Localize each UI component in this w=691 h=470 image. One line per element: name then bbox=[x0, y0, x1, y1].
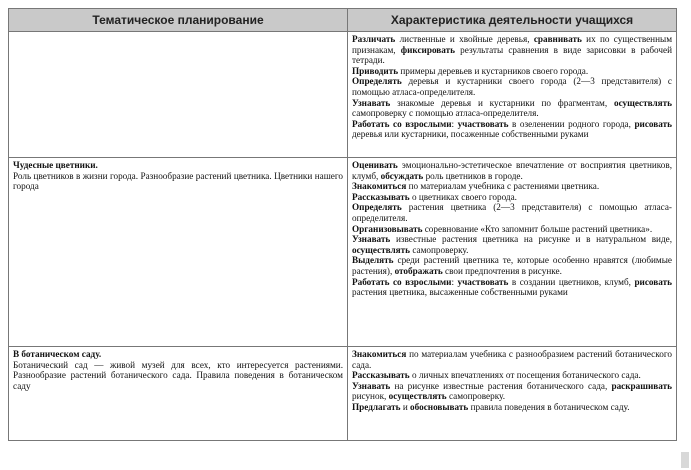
activity-item bbox=[352, 66, 672, 77]
activity-verb: обсуждать bbox=[380, 170, 424, 181]
activity-verb: Определять bbox=[352, 202, 402, 213]
activity-verb: Выделять bbox=[352, 255, 394, 266]
activity-text: знакомые деревья и кустарники по фрагментам, bbox=[390, 97, 614, 108]
activity-verb: Рассказывать bbox=[352, 191, 410, 202]
activity-verb: Знакомиться bbox=[352, 349, 407, 359]
activity-text: в озеленении родного города, bbox=[508, 118, 635, 129]
activity-text: по материалам учебника с растениями цветника. bbox=[406, 181, 600, 192]
activity-verb: Работать со взрослыми bbox=[352, 118, 452, 129]
activity-verb: Приводить bbox=[352, 65, 399, 76]
activity-text: о цветниках своего города. bbox=[409, 191, 517, 202]
activity-verb: Работать со взрослыми bbox=[352, 276, 452, 287]
activity-verb: Оценивать bbox=[352, 160, 398, 170]
activity-text: : bbox=[451, 276, 458, 287]
activity-verb: осуществлять bbox=[388, 391, 447, 402]
activity-verb: Узнавать bbox=[352, 380, 391, 391]
activity-verb: раскрашивать bbox=[611, 380, 672, 391]
activity-cell bbox=[348, 32, 677, 158]
activity-verb: Предлагать bbox=[352, 401, 401, 412]
topic-cell bbox=[9, 158, 348, 347]
activity-text: известные растения цветника на рисунке и в натуральном виде, bbox=[390, 234, 672, 245]
activity-verb: участвовать bbox=[457, 276, 509, 287]
activity-text: деревья или кустарники, посаженные собственными руками bbox=[352, 129, 589, 140]
activity-item bbox=[352, 181, 672, 192]
activity-text: о личных впечатлениях от посещения ботанического сада. bbox=[409, 370, 641, 381]
activity-verb: Узнавать bbox=[352, 234, 391, 245]
activity-text: примеры деревьев и кустарников своего города. bbox=[398, 65, 589, 76]
activity-verb: Рассказывать bbox=[352, 370, 410, 381]
activity-text: растения цветника (2—3 представителя) с помощью атласа-определителя. bbox=[352, 202, 672, 223]
activity-text: растения цветника, высаженные собственными руками bbox=[352, 287, 568, 298]
activity-text: результаты сравнения в виде зарисовки в рабочей тетради. bbox=[352, 44, 672, 66]
activity-verb: Узнавать bbox=[352, 97, 391, 108]
activity-text: свои предпочтения в рисунке. bbox=[442, 265, 562, 276]
scrollbar-stub[interactable] bbox=[681, 452, 689, 468]
activity-text: самопроверку. bbox=[410, 244, 469, 255]
activity-verb: осуществлять bbox=[613, 97, 672, 108]
activity-item bbox=[352, 370, 672, 381]
activity-item bbox=[352, 192, 672, 203]
activity-item bbox=[352, 349, 672, 370]
table-row bbox=[9, 347, 677, 441]
activity-text: в создании цветников, клумб, bbox=[508, 276, 635, 287]
topic-cell bbox=[9, 32, 348, 158]
activity-text: самопроверку с помощью атласа-определителя. bbox=[352, 108, 539, 119]
activity-verb: фиксировать bbox=[400, 44, 455, 55]
activity-text: самопроверку. bbox=[446, 391, 506, 402]
activity-text: по материалам учебника с разнообразием растений ботанического сада. bbox=[352, 349, 672, 370]
activity-verb: рисовать bbox=[634, 118, 672, 129]
activity-text: эмоционально-эстетическое впечатление от восприятия цветников, клумб, bbox=[352, 160, 672, 181]
activity-cell bbox=[348, 347, 677, 441]
activity-text: их по существенным признакам, bbox=[352, 34, 673, 55]
planning-table bbox=[8, 8, 677, 441]
table-row bbox=[9, 32, 677, 158]
activity-verb: рисовать bbox=[634, 276, 672, 287]
topic-text: Ботанический сад — живой музей для всех, кто интересуется растениями. Разнообразие растений ботанического сада. Правила поведения в ботаническом саду bbox=[13, 359, 343, 391]
activity-text: : bbox=[451, 118, 458, 129]
topic-cell bbox=[9, 347, 348, 441]
activity-text: роль цветников в городе. bbox=[423, 170, 523, 181]
activity-cell bbox=[348, 158, 677, 347]
activity-item bbox=[352, 224, 672, 235]
activity-item bbox=[352, 76, 672, 97]
activity-verb: участвовать bbox=[457, 118, 509, 129]
activity-item bbox=[352, 160, 672, 181]
activity-verb: Организовывать bbox=[352, 223, 423, 234]
activity-item bbox=[352, 234, 672, 255]
activity-text: деревья и кустарники своего города (2—3 представителя) с помощью атласа-определителя. bbox=[352, 76, 672, 97]
activity-verb: обосновывать bbox=[410, 401, 469, 412]
header-thematic-planning: Тематическое планирование bbox=[9, 9, 348, 32]
activity-text: правила поведения в ботаническом саду. bbox=[468, 401, 630, 412]
activity-verb: осуществлять bbox=[352, 244, 411, 255]
activity-item bbox=[352, 255, 672, 276]
activity-text: соревнование «Кто запомнит больше растений цветника». bbox=[422, 223, 653, 234]
activity-verb: Определять bbox=[352, 76, 402, 87]
activity-item bbox=[352, 202, 672, 223]
activity-text: среди растений цветника те, которые особенно нравятся (любимые растения), bbox=[352, 255, 672, 276]
topic-title: В ботаническом саду. bbox=[13, 349, 102, 359]
header-student-activity: Характеристика деятельности учащихся bbox=[348, 9, 677, 32]
activity-verb: сравнивать bbox=[533, 34, 582, 44]
activity-item bbox=[352, 34, 672, 66]
topic-title: Чудесные цветники. bbox=[13, 160, 98, 170]
activity-text: на рисунке известные растения ботанического сада, bbox=[390, 380, 612, 391]
table-row bbox=[9, 158, 677, 347]
activity-item bbox=[352, 98, 672, 119]
activity-text: рисунок, bbox=[352, 391, 389, 402]
activity-text: лиственные и хвойные деревья, bbox=[395, 34, 534, 44]
activity-verb: отображать bbox=[394, 265, 443, 276]
activity-verb: Различать bbox=[352, 34, 396, 44]
activity-item bbox=[352, 402, 672, 413]
header-row bbox=[9, 9, 677, 32]
activity-item bbox=[352, 277, 672, 298]
activity-text: и bbox=[400, 401, 411, 412]
topic-text: Роль цветников в жизни города. Разнообразие растений цветника. Цветники нашего города bbox=[13, 170, 343, 192]
activity-item bbox=[352, 119, 672, 140]
activity-verb: Знакомиться bbox=[352, 181, 407, 192]
activity-item bbox=[352, 381, 672, 402]
